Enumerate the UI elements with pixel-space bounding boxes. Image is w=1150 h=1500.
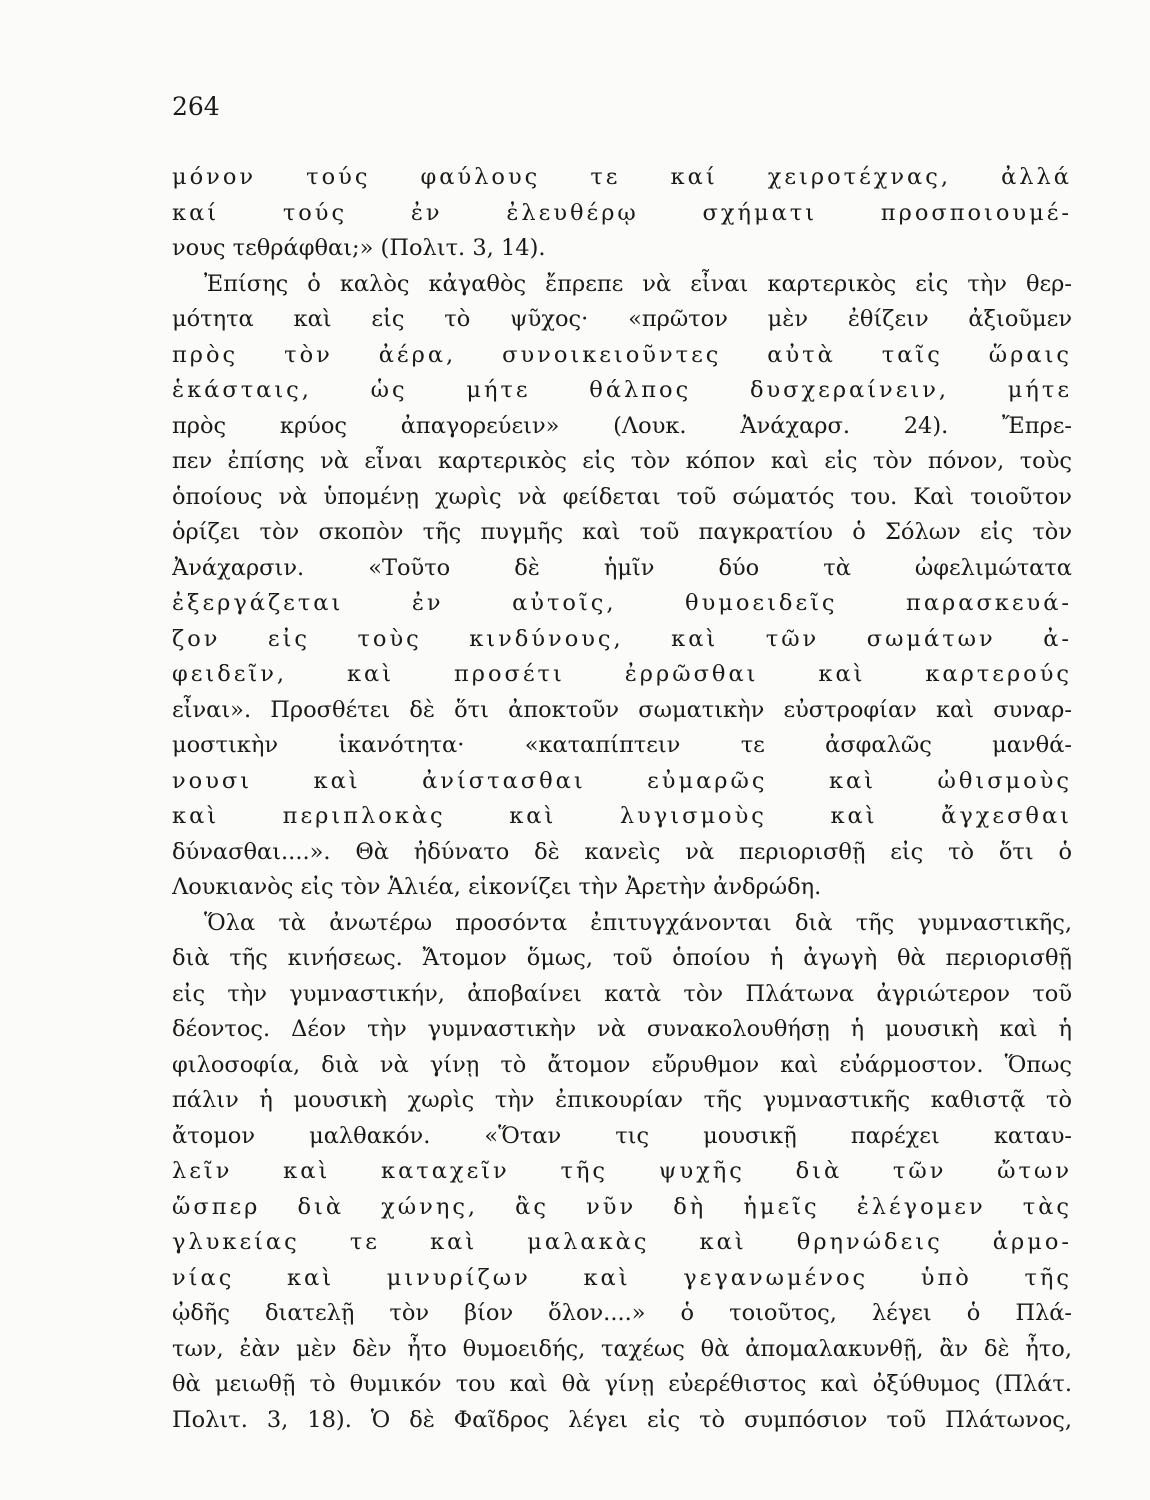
text-line: διὰ τῆς κινήσεως. Ἄτομον ὅμως, τοῦ ὁποίου ἡ ἀγωγὴ θὰ περιορισθῇ: [172, 945, 1072, 971]
text-line: δέοντος. Δέον τὴν γυμναστικὴν νὰ συνακολουθήσῃ ἡ μουσικὴ καὶ ἡ: [172, 1016, 1072, 1042]
text-line: Ἐπίσης ὁ καλὸς κἀγαθὸς ἔπρεπε νὰ εἶναι καρτερικὸς εἰς τὴν θερ-: [204, 270, 1072, 297]
text-line: ἄτομον μαλθακόν. «Ὅταν τις μουσικῇ παρέχει καταυ-: [172, 1122, 1072, 1149]
text-line: ἑκάσταις, ὡς μήτε θάλπος δυσχεραίνειν, μήτε: [172, 377, 1072, 403]
text-line: καὶ περιπλοκὰς καὶ λυγισμοὺς καὶ ἄγχεσθαι: [172, 803, 1072, 829]
text-line: Πολιτ. 3, 18). Ὁ δὲ Φαῖδρος λέγει εἰς τὸ συμπόσιον τοῦ Πλάτωνος,: [172, 1406, 1072, 1433]
text-line: νους τεθράφθαι;» (Πολιτ. 3, 14).: [172, 235, 546, 261]
text-line: εἶναι». Προσθέτει δὲ ὅτι ἀποκτοῦν σωματικὴν εὐστροφίαν καὶ συναρ-: [172, 696, 1072, 723]
text-line: νουσι καὶ ἀνίστασθαι εὐμαρῶς καὶ ὠθισμοὺς: [172, 767, 1072, 794]
text-line: Ὅλα τὰ ἀνωτέρω προσόντα ἐπιτυγχάνονται διὰ τῆς γυμναστικῆς,: [204, 909, 1072, 936]
text-line: θὰ μειωθῇ τὸ θυμικόν του καὶ θὰ γίνῃ εὐερέθιστος καὶ ὀξύθυμος (Πλάτ.: [172, 1371, 1072, 1397]
text-line: των, ἐὰν μὲν δὲν ἦτο θυμοειδής, ταχέως θὰ ἀπομαλακυνθῇ, ἂν δὲ ἦτο,: [172, 1335, 1072, 1362]
text-line: Ἀνάχαρσιν. «Τοῦτο δὲ ἡμῖν δύο τὰ ὠφελιμώτατα: [172, 554, 1072, 581]
text-line: ἐξεργάζεται ἐν αὐτοῖς, θυμοειδεῖς παρασκευά-: [172, 590, 1072, 616]
text-line: πεν ἐπίσης νὰ εἶναι καρτερικὸς εἰς τὸν κόπον καὶ εἰς τὸν πόνον, τοὺς: [172, 448, 1072, 474]
text-line: φειδεῖν, καὶ προσέτι ἐρρῶσθαι καὶ καρτερούς: [172, 661, 1072, 687]
text-line: ὁποίους νὰ ὑπομένῃ χωρὶς νὰ φείδεται τοῦ σώματός του. Καὶ τοιοῦτον: [172, 483, 1072, 510]
text-line: ζον εἰς τοὺς κινδύνους, καὶ τῶν σωμάτων ἀ-: [172, 625, 1072, 652]
text-line: ᾠδῆς διατελῇ τὸν βίον ὅλον....» ὁ τοιοῦτος, λέγει ὁ Πλά-: [172, 1300, 1072, 1326]
text-line: γλυκείας τε καὶ μαλακὰς καὶ θρηνώδεις ἁρμο-: [172, 1229, 1072, 1255]
text-line: Λουκιανὸς εἰς τὸν Ἁλιέα, εἰκονίζει τὴν Ἀρετὴν ἀνδρώδη.: [172, 874, 822, 900]
text-line: πρὸς κρύος ἀπαγορεύειν» (Λουκ. Ἀνάχαρσ. 24). Ἔπρε-: [172, 412, 1072, 439]
text-line: ὥσπερ διὰ χώνης, ἃς νῦν δὴ ἡμεῖς ἐλέγομεν τὰς: [172, 1193, 1072, 1220]
text-line: φιλοσοφία, διὰ νὰ γίνῃ τὸ ἄτομον εὔρυθμον καὶ εὐάρμοστον. Ὅπως: [172, 1051, 1072, 1078]
text-line: καί τούς ἐν ἐλευθέρῳ σχήματι προσποιουμέ-: [172, 199, 1072, 226]
body-text: [172, 160, 1072, 1438]
text-line: μοστικὴν ἱκανότητα· «καταπίπτειν τε ἀσφαλῶς μανθά-: [172, 732, 1072, 758]
text-line: λεῖν καὶ καταχεῖν τῆς ψυχῆς διὰ τῶν ὤτων: [172, 1158, 1072, 1184]
text-line: πρὸς τὸν ἀέρα, συνοικειοῦντες αὐτὰ ταῖς ὥραις: [172, 341, 1072, 368]
text-line: ὁρίζει τὸν σκοπὸν τῆς πυγμῆς καὶ τοῦ παγκρατίου ὁ Σόλων εἰς τὸν: [172, 519, 1072, 545]
text-line: πάλιν ἡ μουσικὴ χωρὶς τὴν ἐπικουρίαν τῆς γυμναστικῆς καθιστᾷ τὸ: [172, 1087, 1072, 1113]
text-line: μότητα καὶ εἰς τὸ ψῦχος· «πρῶτον μὲν ἐθίζειν ἀξιοῦμεν: [172, 306, 1072, 332]
page-number: 264: [172, 92, 220, 121]
text-line: εἰς τὴν γυμναστικήν, ἀποβαίνει κατὰ τὸν Πλάτωνα ἀγριώτερον τοῦ: [172, 980, 1072, 1007]
text-line: μόνον τούς φαύλους τε καί χειροτέχνας, ἀλλά: [172, 164, 1072, 190]
text-line: δύνασθαι....». Θὰ ἠδύνατο δὲ κανεὶς νὰ περιορισθῇ εἰς τὸ ὅτι ὁ: [172, 838, 1072, 865]
text-line: νίας καὶ μινυρίζων καὶ γεγανωμένος ὑπὸ τῆς: [172, 1264, 1072, 1291]
